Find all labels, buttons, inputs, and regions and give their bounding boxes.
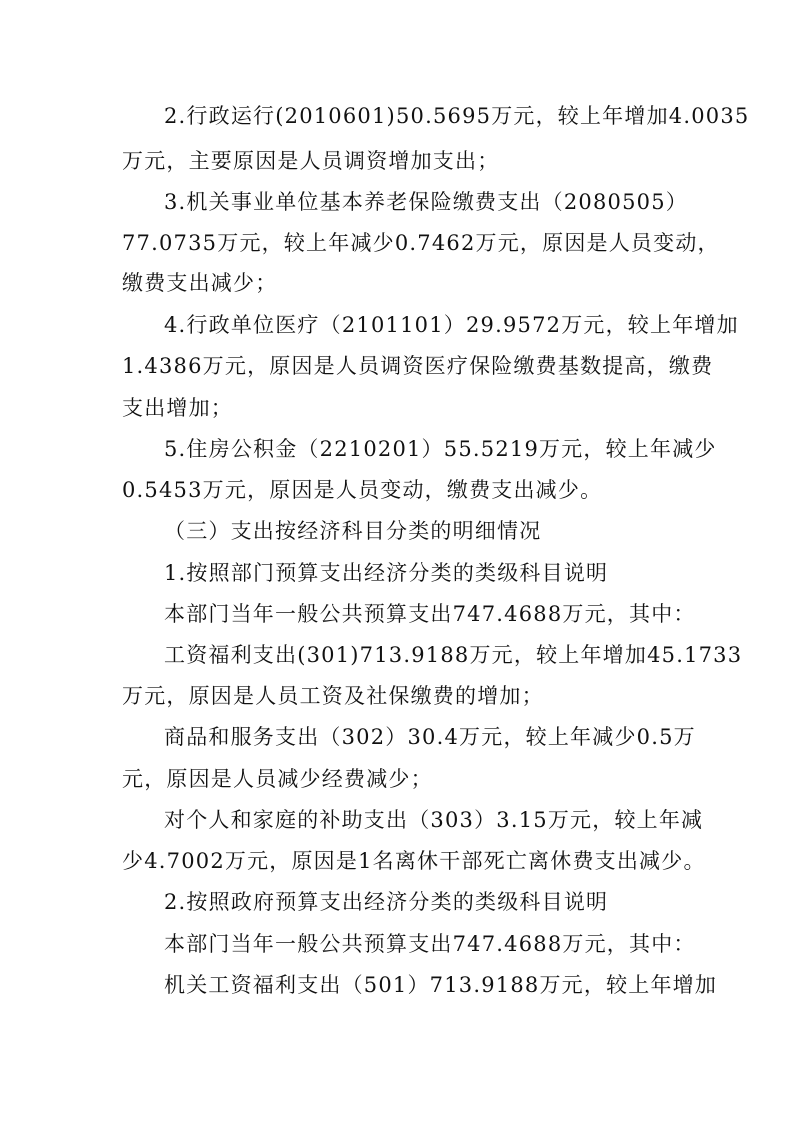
paragraph-line: 元，原因是人员减少经费减少； [122, 767, 433, 791]
paragraph-line: 工资福利支出(301)713.9188万元，较上年增加45.1733 [164, 643, 743, 667]
paragraph-line: 商品和服务支出（302）30.4万元，较上年减少0.5万 [164, 725, 696, 749]
paragraph-line: 3.机关事业单位基本养老保险缴费支出（2080505） [164, 190, 688, 214]
paragraph-line: 万元，主要原因是人员调资增加支出； [122, 149, 500, 173]
paragraph-line: 少4.7002万元，原因是1名离休干部死亡离休费支出减少。 [122, 849, 706, 873]
paragraph-line: 77.0735万元，较上年减少0.7462万元，原因是人员变动， [122, 231, 720, 255]
paragraph-line: 5.住房公积金（2210201）55.5219万元，较上年减少 [164, 437, 717, 461]
paragraph-line: 本部门当年一般公共预算支出747.4688万元，其中： [164, 602, 696, 626]
subsection-heading: 1.按照部门预算支出经济分类的类级科目说明 [164, 561, 609, 585]
paragraph-line: 对个人和家庭的补助支出（303）3.15万元，较上年减 [164, 808, 704, 832]
subsection-heading: 2.按照政府预算支出经济分类的类级科目说明 [164, 890, 609, 914]
paragraph-line: 2.行政运行(2010601)50.5695万元，较上年增加4.0035 [164, 104, 750, 128]
paragraph-line: 支出增加； [122, 396, 233, 420]
paragraph-line: 本部门当年一般公共预算支出747.4688万元，其中： [164, 932, 696, 956]
paragraph-line: 万元，原因是人员工资及社保缴费的增加； [122, 684, 544, 708]
paragraph-line: 4.行政单位医疗（2101101）29.9572万元，较上年增加 [164, 313, 739, 337]
paragraph-line: 机关工资福利支出（501）713.9188万元，较上年增加 [164, 973, 718, 997]
paragraph-line: 0.5453万元，原因是人员变动，缴费支出减少。 [122, 478, 603, 502]
section-heading: （三）支出按经济科目分类的明细情况 [164, 519, 542, 543]
paragraph-line: 1.4386万元，原因是人员调资医疗保险缴费基数提高，缴费 [122, 354, 714, 378]
paragraph-line: 缴费支出减少； [122, 271, 278, 295]
